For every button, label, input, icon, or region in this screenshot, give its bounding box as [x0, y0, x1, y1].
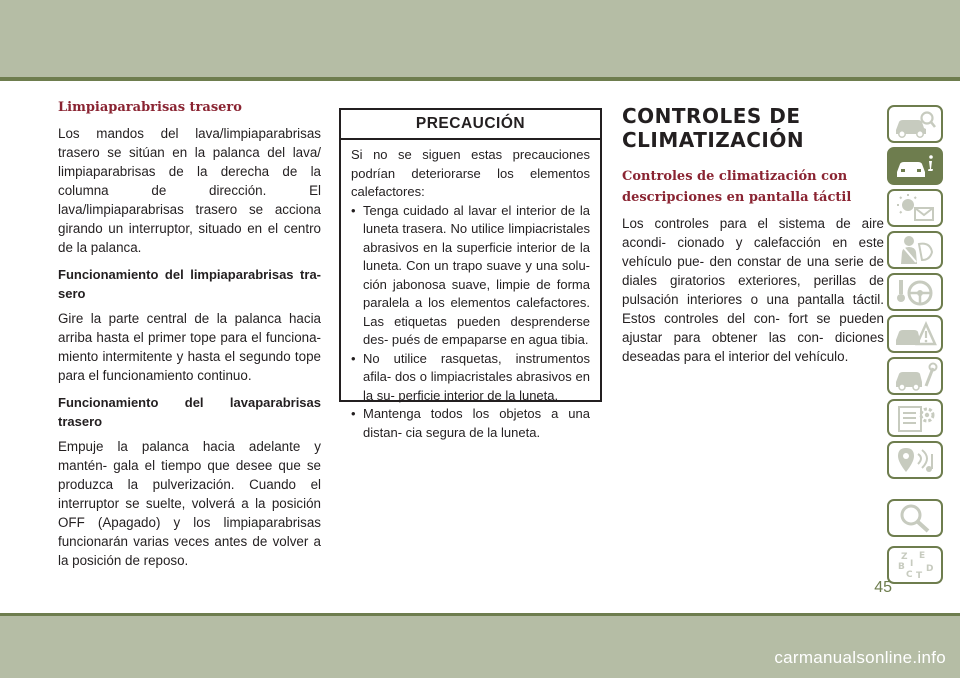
caution-title: PRECAUCIÓN — [341, 110, 600, 140]
car-service-wrench-icon — [892, 360, 938, 392]
tab-car-info[interactable] — [887, 147, 943, 185]
tab-multimedia[interactable] — [887, 441, 943, 479]
rear-wiper-intro-paragraph: Los mandos del lava/limpiaparabrisas trasero se sitúan en la palanca del lava/ limpiaparabrisas de la derecha de la columna de dirección. El lava/limpiaparabrisas trasero se acciona girando un interruptor, situado en el centro de la palanca. — [58, 126, 321, 255]
tab-index[interactable] — [887, 499, 943, 537]
tab-safety[interactable] — [887, 231, 943, 269]
caution-body — [341, 140, 600, 442]
car-search-icon — [892, 108, 938, 140]
bottom-footer-band — [0, 616, 960, 678]
caution-bullet-1: • Tenga cuidado al lavar el interior de la luneta trasera. No utilice limpiacristales abrasivos en la superficie interior de la luneta. Con un trapo suave y una solu- ción jabonosa suave, limpie de forma paralela a los elementos calefactores. Las etiquetas pueden desprenderse des- pués de empaparse en agua tibia. — [351, 202, 590, 350]
svg-text:I: I — [910, 559, 914, 569]
safety-airbag-icon — [892, 234, 938, 266]
top-header-band — [0, 0, 960, 77]
multimedia-icon — [892, 444, 938, 476]
tab-technical-specifications[interactable] — [887, 399, 943, 437]
page-number: 45 — [874, 579, 892, 596]
climate-controls-paragraph: Los controles para el sistema de aire acondi- cionado y calefacción en este vehículo pue- den constar de una serie de diales giratorios exteriores, perillas de pulsación interiores o una pantalla táctil. Estos controles del con- fort se pueden ajustar para obtener las con- diciones deseadas para el interior del vehículo. — [622, 216, 884, 364]
rear-washer-operation-heading: Funcionamiento del lavaparabrisas trasero — [58, 395, 321, 429]
tab-languages[interactable] — [887, 546, 943, 584]
svg-text:E: E — [919, 551, 926, 561]
caution-box — [339, 108, 602, 440]
svg-text:C: C — [906, 570, 913, 580]
watermark-text: carmanualsonline.info — [774, 648, 946, 667]
rear-washer-operation-paragraph: Empuje la palanca hacia adelante y mantén- gala el tiempo que desee que se produzca la pulverización. Cuando el interruptor se suelte, volverá a la posición OFF (Apagado) y los limpiaparabrisas funcionarán varias veces antes de volver a la posición de reposo. — [58, 439, 321, 568]
svg-text:Z: Z — [901, 552, 908, 562]
steering-wheel-key-icon — [892, 276, 938, 308]
car-info-icon — [892, 150, 938, 182]
section-title-line-1: CONTROLES DE — [622, 104, 801, 128]
rear-wiper-operation-paragraph: Gire la parte central de la palanca hacia arriba hasta el primer tope para el funciona- miento intermitente y hasta el segundo tope para el funcionamiento continuo. — [58, 311, 321, 383]
svg-text:B: B — [898, 562, 905, 572]
rear-wiper-operation-heading: Funcionamiento del limpiaparabrisas tra- sero — [58, 267, 321, 301]
tab-starting-operating[interactable] — [887, 273, 943, 311]
top-header-rule — [0, 77, 960, 81]
warning-lights-message-icon — [892, 192, 938, 224]
tab-in-case-of-emergency[interactable] — [887, 315, 943, 353]
caution-bullet-list — [351, 202, 590, 443]
left-column — [58, 98, 321, 570]
tab-servicing-maintenance[interactable] — [887, 357, 943, 395]
svg-text:D: D — [926, 564, 934, 574]
climate-subheading-line-1: Controles de climatización con — [622, 169, 848, 184]
tab-warning-lights-messages[interactable] — [887, 189, 943, 227]
svg-text:T: T — [916, 571, 923, 581]
languages-icon — [892, 549, 938, 581]
tab-car-search[interactable] — [887, 105, 943, 143]
right-column — [622, 98, 884, 366]
maintenance-specs-icon — [892, 402, 938, 434]
index-search-icon — [892, 502, 938, 534]
car-emergency-icon — [892, 318, 938, 350]
section-title-line-2: CLIMATIZACIÓN — [622, 128, 805, 152]
climate-subheading-line-2: descripciones en pantalla táctil — [622, 190, 852, 205]
caution-bullet-3: • Mantenga todos los objetos a una distan- cia segura de la luneta. — [351, 405, 590, 442]
caution-bullet-2: • No utilice rasquetas, instrumentos afila- dos o limpiacristales abrasivos en la su- perficie interior de la luneta. — [351, 350, 590, 406]
rear-wiper-heading: Limpiaparabrisas trasero — [58, 100, 242, 115]
caution-intro: Si no se siguen estas precauciones podrían deteriorarse los elementos calefactores: — [351, 147, 590, 199]
